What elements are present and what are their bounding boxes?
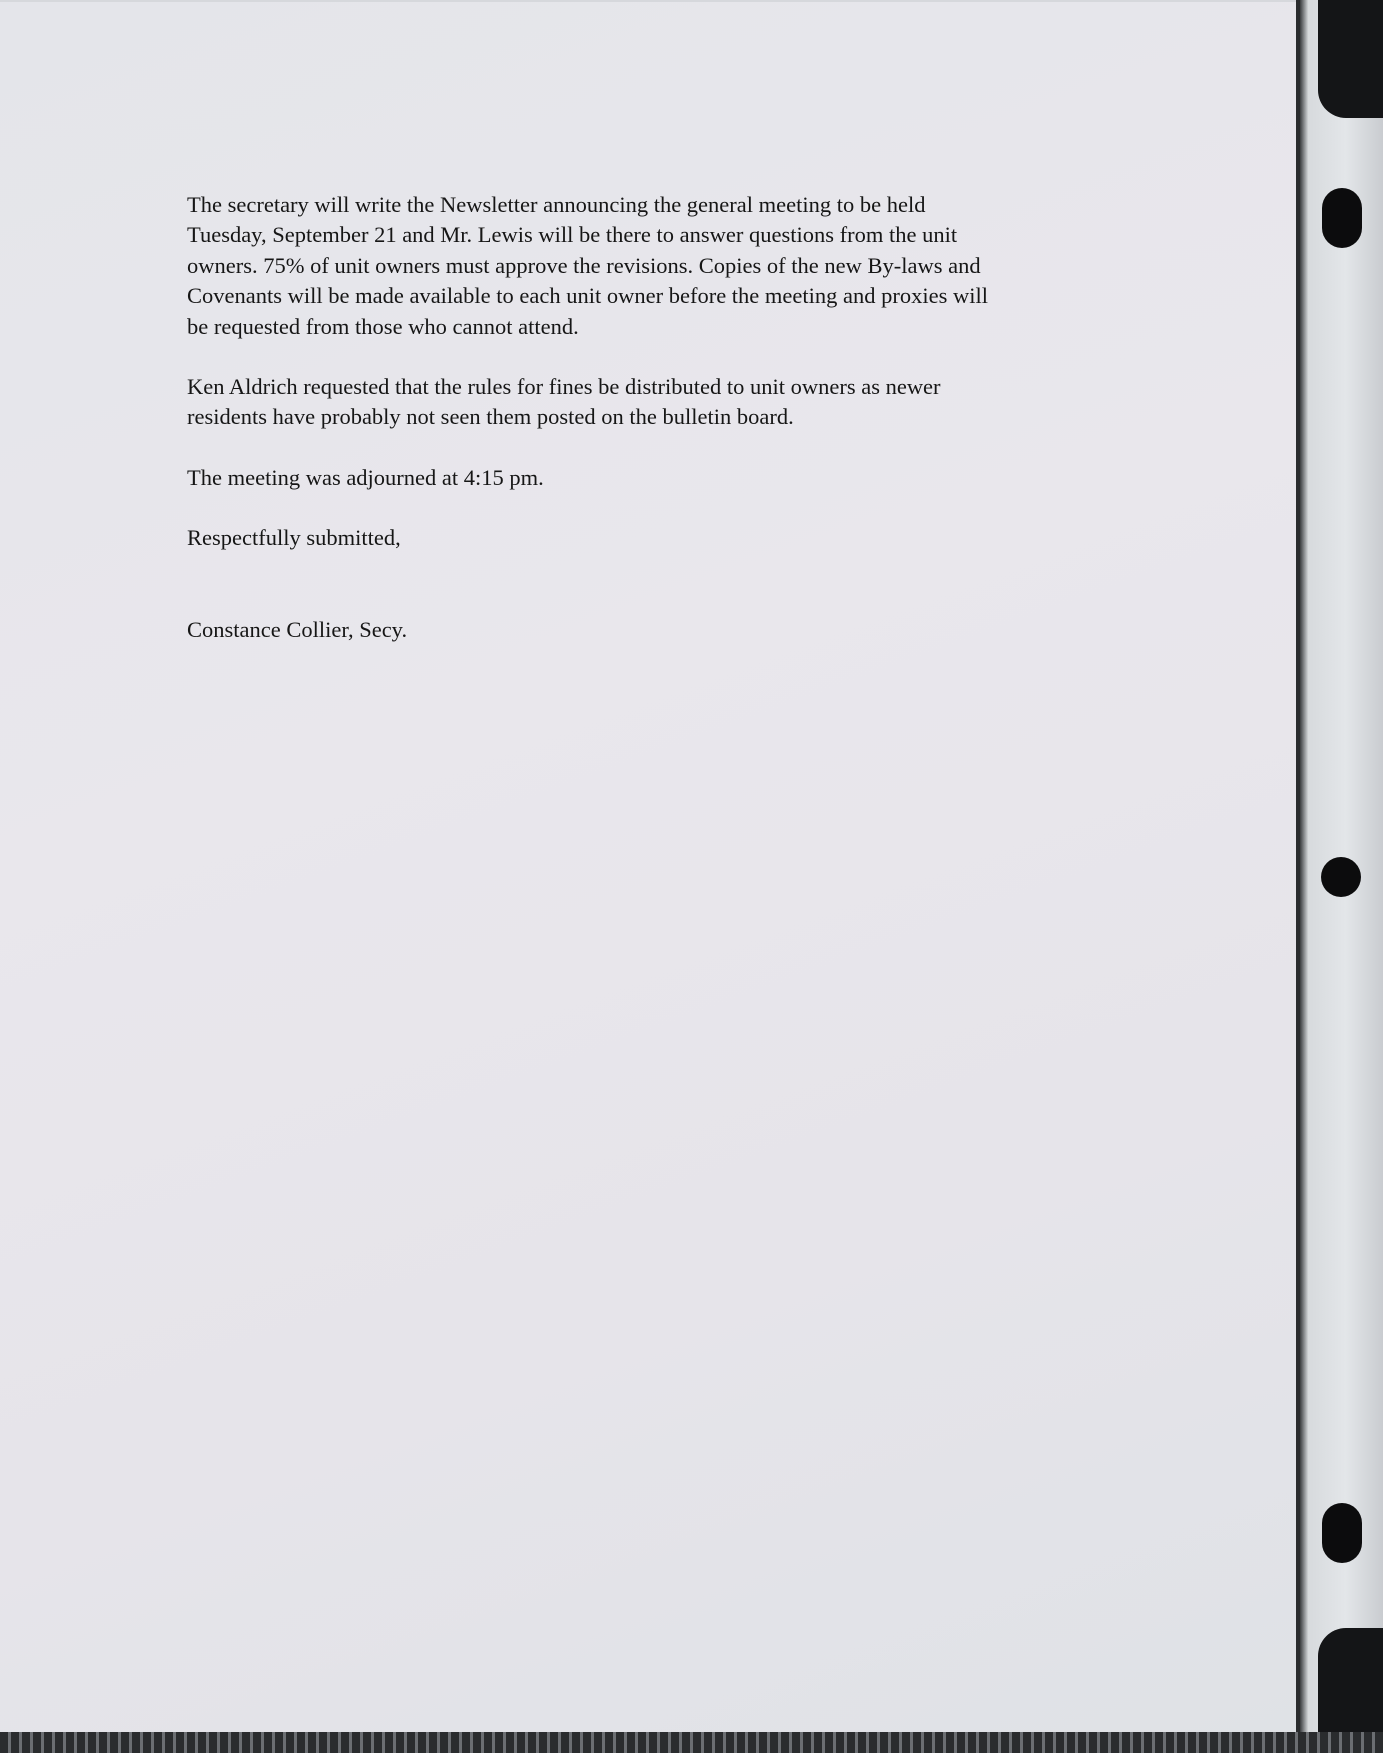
punch-hole-bottom xyxy=(1322,1503,1362,1563)
paragraph-gap xyxy=(187,342,1107,372)
paragraph-gap xyxy=(187,493,1107,523)
text-line: Covenants will be made available to each unit owner before the meeting and proxies will xyxy=(187,283,988,309)
punch-hole-top xyxy=(1322,188,1362,248)
signature-gap xyxy=(187,554,1107,615)
paragraph-fines xyxy=(187,372,1107,433)
binding-tab-top xyxy=(1318,0,1383,118)
text-line: Tuesday, September 21 and Mr. Lewis will be there to answer questions from the unit xyxy=(187,222,958,248)
minutes-body xyxy=(187,190,1107,645)
document-page xyxy=(0,2,1296,1732)
text-line: The secretary will write the Newsletter announcing the general meeting to be held xyxy=(187,192,926,217)
punch-hole-middle xyxy=(1321,857,1361,897)
closing-line: Respectfully submitted, xyxy=(187,525,401,551)
sheet-protector-edge xyxy=(1296,0,1300,1753)
text-line: residents have probably not seen them posted on the bulletin board. xyxy=(187,404,794,430)
signature-line: Constance Collier, Secy. xyxy=(187,616,408,642)
text-line: be requested from those who cannot attend. xyxy=(187,313,579,339)
sheet-protector-bottom-edge xyxy=(0,1732,1383,1753)
paragraph-newsletter xyxy=(187,190,1107,342)
adjournment-line: The meeting was adjourned at 4:15 pm. xyxy=(187,464,544,490)
text-line: Ken Aldrich requested that the rules for fines be distributed to unit owners as newer xyxy=(187,374,941,400)
text-line: owners. 75% of unit owners must approve the revisions. Copies of the new By-laws and xyxy=(187,252,981,278)
paragraph-gap xyxy=(187,433,1107,463)
